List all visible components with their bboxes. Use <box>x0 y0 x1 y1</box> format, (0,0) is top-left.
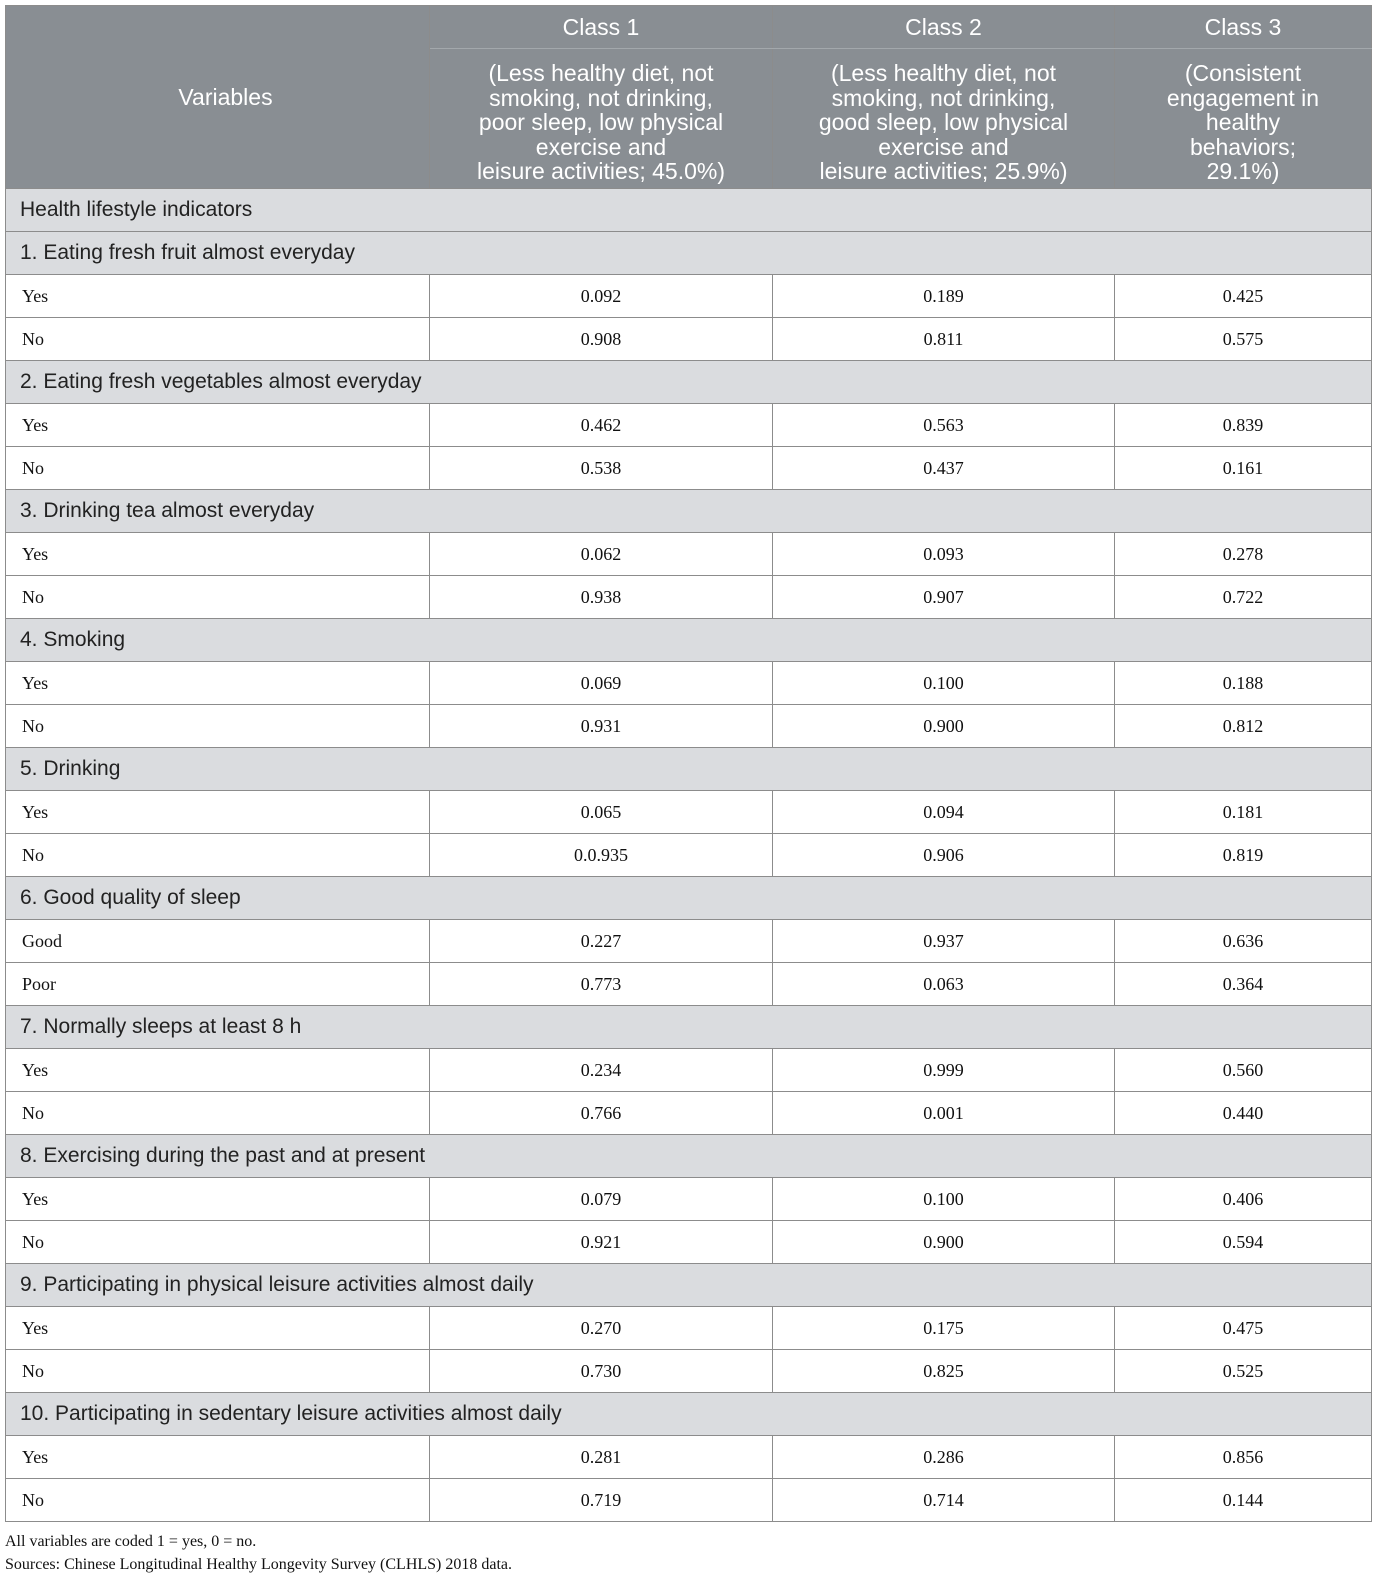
table-row <box>6 447 1372 490</box>
class-3-value: 0.525 <box>1115 1350 1372 1393</box>
class-2-value: 0.189 <box>773 275 1115 318</box>
class-3-value: 0.475 <box>1115 1307 1372 1350</box>
row-label: No <box>6 318 430 361</box>
class-1-value: 0.0.935 <box>430 834 773 877</box>
class-3-value: 0.425 <box>1115 275 1372 318</box>
section-header-row <box>6 1393 1372 1436</box>
section-header-row <box>6 189 1372 232</box>
row-label: No <box>6 1092 430 1135</box>
class-1-value: 0.227 <box>430 920 773 963</box>
section-header-row <box>6 619 1372 662</box>
table-header <box>6 6 1372 189</box>
table-row <box>6 1307 1372 1350</box>
class-3-value: 0.144 <box>1115 1479 1372 1522</box>
class-1-description: (Less healthy diet, not smoking, not drinking, poor sleep, low physical exercise and leisure activities; 45.0%) <box>430 49 773 189</box>
row-label: Yes <box>6 1049 430 1092</box>
table-row <box>6 576 1372 619</box>
section-title: 5. Drinking <box>6 748 1372 791</box>
table-row <box>6 1049 1372 1092</box>
section-header-row <box>6 232 1372 275</box>
class-2-value: 0.900 <box>773 705 1115 748</box>
row-label: Poor <box>6 963 430 1006</box>
class-1-value: 0.062 <box>430 533 773 576</box>
row-label: No <box>6 705 430 748</box>
section-header-row <box>6 748 1372 791</box>
section-header-row <box>6 490 1372 533</box>
table-row <box>6 662 1372 705</box>
class-2-value: 0.063 <box>773 963 1115 1006</box>
class-3-value: 0.364 <box>1115 963 1372 1006</box>
row-label: Yes <box>6 533 430 576</box>
section-title: 10. Participating in sedentary leisure activities almost daily <box>6 1393 1372 1436</box>
class-2-value: 0.286 <box>773 1436 1115 1479</box>
class-3-value: 0.560 <box>1115 1049 1372 1092</box>
table-row <box>6 1436 1372 1479</box>
class-3-value: 0.161 <box>1115 447 1372 490</box>
section-header-row <box>6 1264 1372 1307</box>
row-label: Good <box>6 920 430 963</box>
latent-class-table <box>5 5 1372 1522</box>
class-3-value: 0.812 <box>1115 705 1372 748</box>
class-3-value: 0.181 <box>1115 791 1372 834</box>
row-label: Yes <box>6 1307 430 1350</box>
table-row <box>6 275 1372 318</box>
class-3-value: 0.594 <box>1115 1221 1372 1264</box>
class-2-description: (Less healthy diet, not smoking, not drinking, good sleep, low physical exercise and leisure activities; 25.9%) <box>773 49 1115 189</box>
class-1-header: Class 1 <box>430 6 773 49</box>
row-label: No <box>6 834 430 877</box>
class-2-value: 0.093 <box>773 533 1115 576</box>
section-title: 1. Eating fresh fruit almost everyday <box>6 232 1372 275</box>
class-3-value: 0.440 <box>1115 1092 1372 1135</box>
class-1-value: 0.079 <box>430 1178 773 1221</box>
class-2-header: Class 2 <box>773 6 1115 49</box>
table-row <box>6 920 1372 963</box>
class-2-value: 0.437 <box>773 447 1115 490</box>
class-3-value: 0.839 <box>1115 404 1372 447</box>
class-1-value: 0.462 <box>430 404 773 447</box>
class-2-value: 0.825 <box>773 1350 1115 1393</box>
class-2-value: 0.175 <box>773 1307 1115 1350</box>
section-title: 6. Good quality of sleep <box>6 877 1372 920</box>
table-row <box>6 705 1372 748</box>
class-2-value: 0.906 <box>773 834 1115 877</box>
table-row <box>6 1092 1372 1135</box>
class-1-value: 0.719 <box>430 1479 773 1522</box>
table-footnotes <box>5 1530 1371 1576</box>
section-title: 2. Eating fresh vegetables almost everyday <box>6 361 1372 404</box>
section-title: 7. Normally sleeps at least 8 h <box>6 1006 1372 1049</box>
class-1-value: 0.766 <box>430 1092 773 1135</box>
section-title: 9. Participating in physical leisure activities almost daily <box>6 1264 1372 1307</box>
row-label: Yes <box>6 662 430 705</box>
footnote-coding: All variables are coded 1 = yes, 0 = no. <box>5 1533 257 1550</box>
class-2-value: 0.900 <box>773 1221 1115 1264</box>
class-1-value: 0.730 <box>430 1350 773 1393</box>
class-3-value: 0.575 <box>1115 318 1372 361</box>
table-row <box>6 1350 1372 1393</box>
class-3-value: 0.188 <box>1115 662 1372 705</box>
table-row <box>6 1479 1372 1522</box>
footnote-source: Sources: Chinese Longitudinal Healthy Longevity Survey (CLHLS) 2018 data. <box>5 1556 513 1573</box>
class-1-value: 0.538 <box>430 447 773 490</box>
class-1-value: 0.921 <box>430 1221 773 1264</box>
table-row <box>6 318 1372 361</box>
class-1-value: 0.092 <box>430 275 773 318</box>
section-header-row <box>6 877 1372 920</box>
class-2-value: 0.100 <box>773 662 1115 705</box>
class-1-value: 0.931 <box>430 705 773 748</box>
row-label: No <box>6 1350 430 1393</box>
class-3-header: Class 3 <box>1115 6 1372 49</box>
variables-header: Variables <box>6 6 430 189</box>
table-row <box>6 1178 1372 1221</box>
table-row <box>6 533 1372 576</box>
section-header-row <box>6 361 1372 404</box>
class-1-value: 0.938 <box>430 576 773 619</box>
class-3-value: 0.856 <box>1115 1436 1372 1479</box>
row-label: No <box>6 1221 430 1264</box>
class-3-description: (Consistent engagement in healthy behaviors; 29.1%) <box>1115 49 1372 189</box>
table-row <box>6 791 1372 834</box>
class-1-value: 0.069 <box>430 662 773 705</box>
row-label: Yes <box>6 1178 430 1221</box>
class-1-value: 0.234 <box>430 1049 773 1092</box>
row-label: Yes <box>6 275 430 318</box>
row-label: Yes <box>6 404 430 447</box>
section-title: Health lifestyle indicators <box>6 189 1372 232</box>
row-label: No <box>6 576 430 619</box>
table-container <box>5 5 1371 1576</box>
class-2-value: 0.999 <box>773 1049 1115 1092</box>
class-3-value: 0.819 <box>1115 834 1372 877</box>
class-3-value: 0.406 <box>1115 1178 1372 1221</box>
row-label: No <box>6 1479 430 1522</box>
class-2-value: 0.714 <box>773 1479 1115 1522</box>
table-body <box>6 189 1372 1522</box>
class-1-value: 0.908 <box>430 318 773 361</box>
class-2-value: 0.001 <box>773 1092 1115 1135</box>
table-row <box>6 404 1372 447</box>
class-2-value: 0.094 <box>773 791 1115 834</box>
class-2-value: 0.100 <box>773 1178 1115 1221</box>
class-2-value: 0.811 <box>773 318 1115 361</box>
class-2-value: 0.907 <box>773 576 1115 619</box>
table-row <box>6 834 1372 877</box>
class-1-value: 0.773 <box>430 963 773 1006</box>
section-title: 8. Exercising during the past and at present <box>6 1135 1372 1178</box>
section-header-row <box>6 1135 1372 1178</box>
row-label: Yes <box>6 791 430 834</box>
class-2-value: 0.937 <box>773 920 1115 963</box>
class-3-value: 0.278 <box>1115 533 1372 576</box>
class-3-value: 0.636 <box>1115 920 1372 963</box>
table-row <box>6 1221 1372 1264</box>
row-label: Yes <box>6 1436 430 1479</box>
class-1-value: 0.281 <box>430 1436 773 1479</box>
row-label: No <box>6 447 430 490</box>
class-2-value: 0.563 <box>773 404 1115 447</box>
section-header-row <box>6 1006 1372 1049</box>
table-row <box>6 963 1372 1006</box>
class-1-value: 0.065 <box>430 791 773 834</box>
class-3-value: 0.722 <box>1115 576 1372 619</box>
class-1-value: 0.270 <box>430 1307 773 1350</box>
section-title: 3. Drinking tea almost everyday <box>6 490 1372 533</box>
section-title: 4. Smoking <box>6 619 1372 662</box>
